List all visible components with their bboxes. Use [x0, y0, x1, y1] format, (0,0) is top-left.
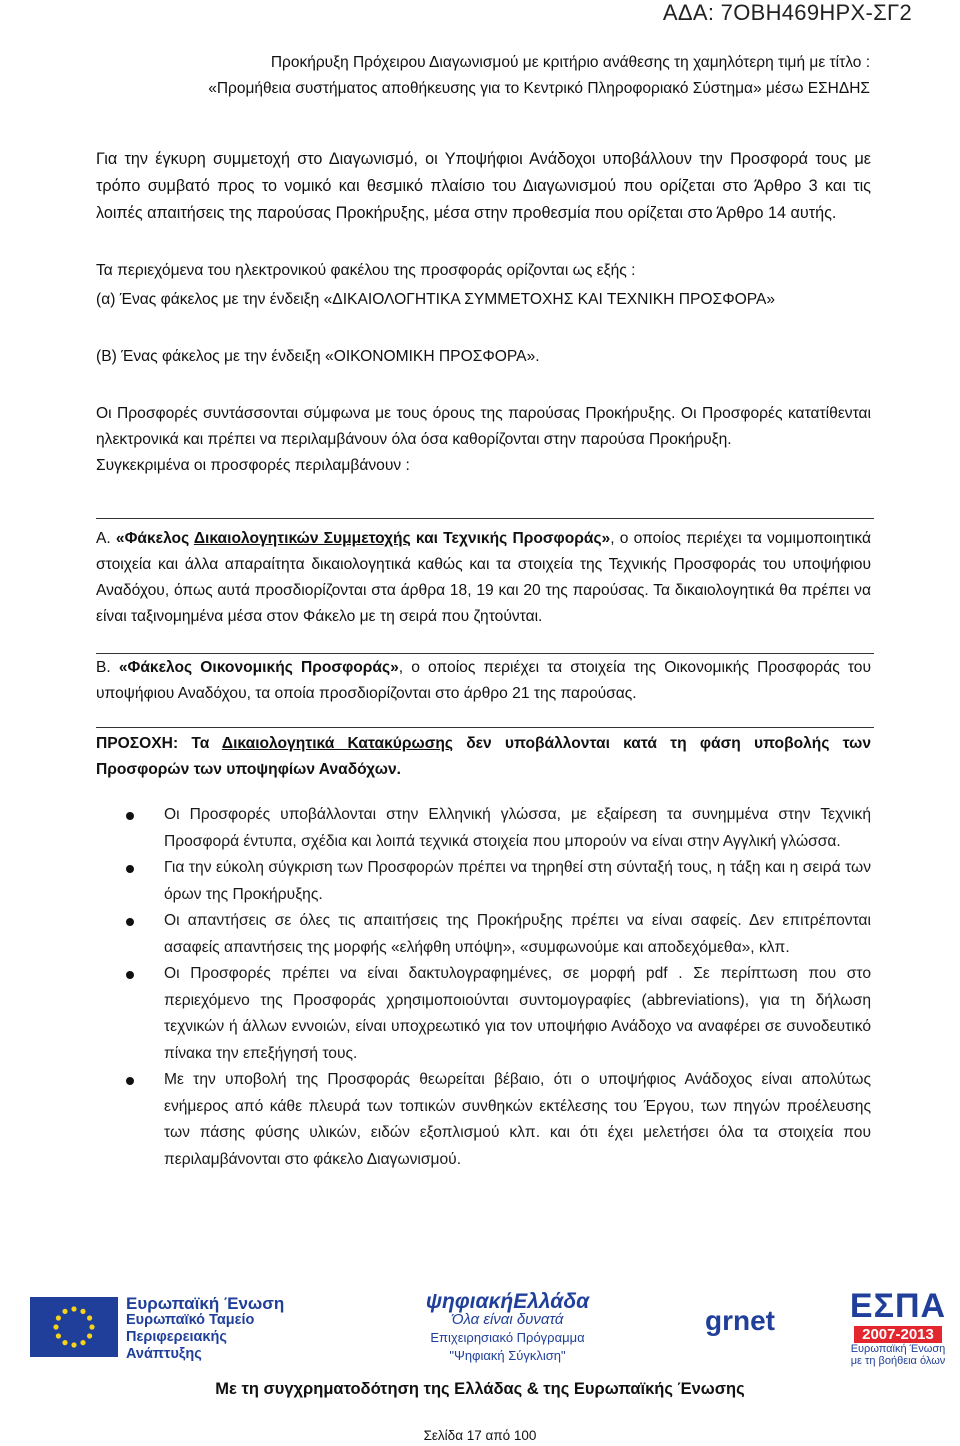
offers-include-text: Συγκεκριμένα οι προσφορές περιλαμβάνουν :: [96, 457, 410, 474]
warning-underlined: Δικαιολογητικά Κατακύρωσης: [221, 735, 453, 752]
grnet-logo: [705, 1305, 775, 1337]
bullet-icon: [126, 918, 134, 926]
bullet-icon: [126, 971, 134, 979]
bullet-icon: [126, 1077, 134, 1085]
bullet-icon: [126, 812, 134, 820]
list-item: [96, 802, 871, 855]
section-b-text: , ο οποίος περιέχει τα στοιχεία της Οικονομικής Προσφοράς του υποψήφιου Αναδόχου, τα οποία προσδιορίζονται στο άρθρο 21 της παρούσας.: [96, 659, 871, 702]
header-line-1: Προκήρυξη Πρόχειρου Διαγωνισμού με κριτήριο ανάθεσης τη χαμηλότερη τιμή με τίτλο :: [270, 54, 870, 71]
digital-program-name: "Ψηφιακή Σύγκλιση": [449, 1348, 566, 1363]
list-item: [96, 908, 871, 961]
list-item-text: Οι απαντήσεις σε όλες τις απαιτήσεις της Προκήρυξης πρέπει να είναι σαφείς. Δεν επιτρέπονται ασαφείς απαντήσεις της μορφής «ελήφθη υπόψη», «συμφωνούμε και αποδεχόμεθα», κλπ.: [164, 912, 871, 956]
eu-text-logo: [126, 1295, 284, 1363]
divider-middle: [96, 653, 874, 654]
divider-bottom: [96, 727, 874, 728]
page-number: Σελίδα 17 από 100: [423, 1428, 537, 1443]
list-item: [96, 1067, 871, 1173]
espa-title: ΕΣΠΑ: [849, 1287, 947, 1325]
paragraph-folder-b: (Β) Ένας φάκελος με την ένδειξη «ΟΙΚΟΝΟΜΙΚΗ ΠΡΟΣΦΟΡΑ».: [96, 348, 540, 365]
eu-line-3: Περιφερειακής: [126, 1329, 227, 1345]
list-item-text: Για την εύκολη σύγκριση των Προσφορών πρέπει να τηρηθεί στη σύνταξή τους, η τάξη και η σειρά των όρων της Προκήρυξης.: [164, 859, 871, 903]
warning-part-2: δεν υποβάλλονται κατά τη φάση υποβολής των Προσφορών των υποψηφίων Αναδόχων.: [96, 735, 871, 778]
eu-line-2: Ευρωπαϊκό Ταμείο: [126, 1312, 255, 1328]
paragraph-offers: [96, 401, 871, 479]
list-item-text: Οι Προσφορές υποβάλλονται στην Ελληνική γλώσσα, με εξαίρεση τα συνημμένα στην Τεχνική Προσφορά έντυπα, σχέδια και λοιπά τεχνικά στοιχεία που μπορούν να είναι στην Αγγλική γλώσσα.: [164, 806, 871, 850]
digital-program: Επιχειρησιακό Πρόγραμμα: [430, 1330, 585, 1345]
digital-logo-text: ψηφιακήΕλλάδα: [425, 1290, 590, 1313]
list-item-text: Οι Προσφορές πρέπει να είναι δακτυλογραφημένες, σε μορφή pdf . Σε περίπτωση που στο περιεχόμενο της Προσφοράς χρησιμοποιούνται συντομογραφίες (abbreviations), για τη δήλωση τεχνικών ή άλλων εννοιών, είναι υποχρεωτικό για τον υποψήφιο Ανάδοχο να αναφέρει σε συνοδευτικό πίνακα την επεξήγησή τους.: [164, 965, 871, 1062]
paragraph-folder-a: (α) Ένας φάκελος με την ένδειξη «ΔΙΚΑΙΟΛΟΓΗΤΙΚΑ ΣΥΜΜΕΤΟΧΗΣ ΚΑΙ ΤΕΧΝΙΚΗ ΠΡΟΣΦΟΡΑ»: [96, 291, 776, 308]
section-a-bold-open: «Φάκελος: [115, 530, 194, 547]
paragraph-contents-intro: Τα περιεχόμενα του ηλεκτρονικού φακέλου της προσφοράς ορίζονται ως εξής :: [96, 262, 636, 279]
bullet-icon: [126, 865, 134, 873]
espa-years: 2007-2013: [854, 1326, 942, 1343]
section-a-text: , ο οποίος περιέχει τα νομιμοποιητικά στοιχεία και άλλα απαραίτητα δικαιολογητικά καθώς και τα στοιχεία της Τεχνικής Προσφοράς του υποψήφιου Αναδόχου, όπως αυτά προσδιορίζονται στα άρθρα 18, 19 και 20 της παρούσας. Τα δικαιολογητικά θα πρέπει να είναι ταξινομημένα μέσα στον Φάκελο με τη σειρά που ζητούνται.: [96, 530, 871, 625]
header-line-2: «Προμήθεια συστήματος αποθήκευσης για το Κεντρικό Πληροφοριακό Σύστημα» μέσω ΕΣΗΔΗΣ: [208, 80, 870, 97]
digital-slogan: Όλα είναι δυνατά: [451, 1311, 564, 1328]
eu-line-1: Ευρωπαϊκή Ένωση: [126, 1294, 285, 1313]
section-b-prefix: Β.: [96, 659, 119, 676]
funding-logos: [0, 1285, 960, 1375]
offers-text: Οι Προσφορές συντάσσονται σύμφωνα με τους όρους της παρούσας Προκήρυξης. Οι Προσφορές κατατίθενται ηλεκτρονικά και πρέπει να περιλαμβάνουν όλα όσα καθορίζονται στην παρούσα Προκήρυξη.: [96, 405, 871, 448]
eu-stars-icon: [30, 1297, 118, 1357]
cofunding-note: Με τη συγχρηματοδότηση της Ελλάδας & της Ευρωπαϊκής Ένωσης: [215, 1380, 745, 1398]
list-item: [96, 855, 871, 908]
section-b-bold: «Φάκελος Οικονομικής Προσφοράς»: [118, 659, 399, 676]
warning-part-1: ΠΡΟΣΟΧΗ: Τα: [96, 735, 222, 752]
eu-flag-logo: [30, 1297, 118, 1357]
eu-line-4: Ανάπτυξης: [126, 1346, 202, 1362]
section-a-prefix: Α.: [96, 530, 116, 547]
digital-greece-logo: [420, 1290, 595, 1365]
list-item: [96, 961, 871, 1067]
paragraph-participation: Για την έγκυρη συμμετοχή στο Διαγωνισμό, οι Υποψήφιοι Ανάδοχοι υποβάλλουν την Προσφορά τους με τρόπο συμβατό προς το νομικό και θεσμικό πλαίσιο του Διαγωνισμού που ορίζεται στο Άρθρο 3 και τις λοιπές απαιτήσεις της παρούσας Προκήρυξης, μέσα στην προθεσμία που ορίζεται στο Άρθρο 14 αυτής.: [96, 150, 871, 222]
section-b: [96, 655, 871, 707]
ada-code: ΑΔΑ: 7ΟΒΗ469ΗΡΧ-ΣΓ2: [662, 0, 912, 25]
section-a: [96, 526, 871, 630]
section-a-bold-underlined: Δικαιολογητικών Συμμετοχής: [193, 530, 411, 547]
espa-logo: [848, 1287, 948, 1367]
document-header: [90, 50, 870, 102]
espa-slogan: Ευρωπαϊκή Ένωση με τη βοήθεια όλων: [850, 1343, 946, 1367]
divider-top: [96, 518, 874, 519]
grnet-text: grnet: [705, 1305, 775, 1336]
requirements-list: [96, 802, 871, 1173]
section-a-bold-close: και Τεχνικής Προσφοράς»: [410, 530, 611, 547]
list-item-text: Με την υποβολή της Προσφοράς θεωρείται βέβαιο, ότι ο υποψήφιος Ανάδοχος είναι απολύτως ενήμερος από κάθε πλευρά των τοπικών συνθηκών εκτέλεσης του Έργου, των πηγών προέλευσης των πάσης φύσης υλικών, ειδών εξοπλισμού κλπ. και ότι έχει μελετήσει όλα τα στοιχεία που περιλαμβάνονται στο φάκελο Διαγωνισμού.: [164, 1071, 871, 1168]
warning-note: [96, 731, 871, 783]
